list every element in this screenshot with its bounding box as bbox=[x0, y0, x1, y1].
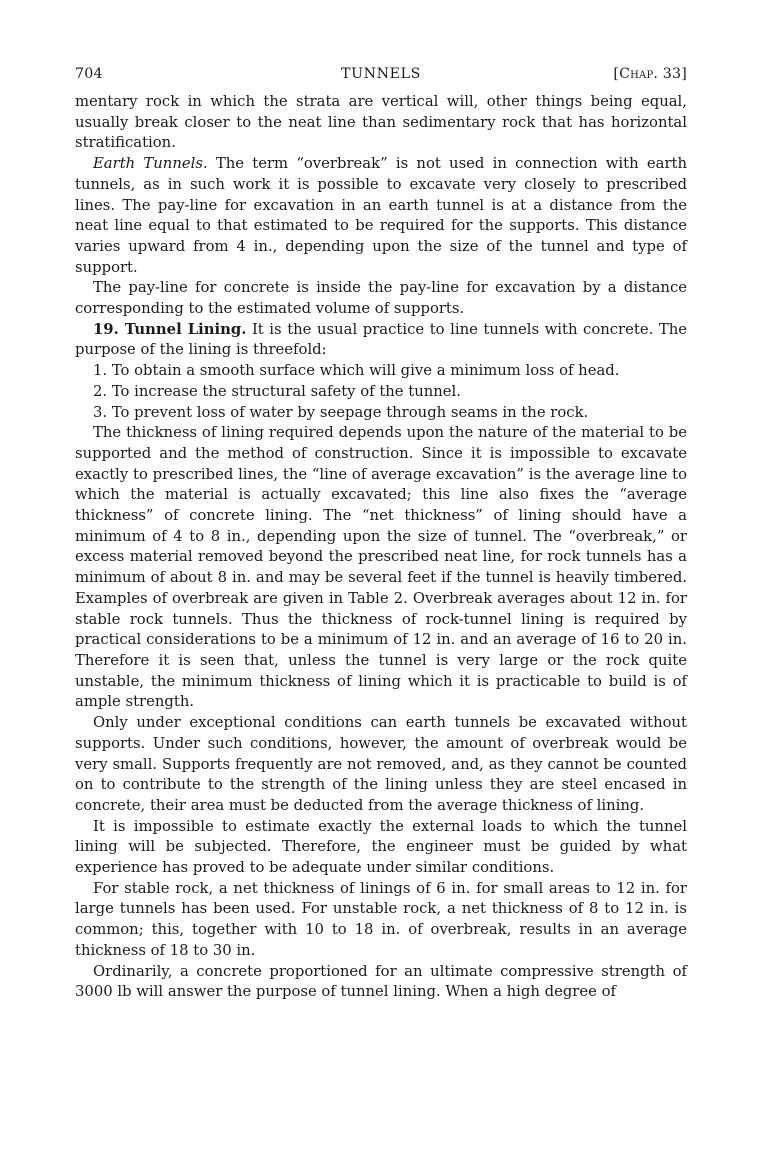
paragraph: Earth Tunnels. The term “overbreak” is not used in connection with earth tunnels, as in such work it is possible to excavate very closely to prescribed lines. The pay-line for excavation in an earth tunnel is at a distance from the neat line equal to that estimated to be required for the supports. This distance varies upward from 4 in., depending upon the size of the tunnel and type of support. bbox=[75, 155, 687, 276]
running-title: TUNNELS bbox=[341, 66, 421, 82]
body-text bbox=[75, 92, 687, 1003]
paragraph: The pay-line for concrete is inside the pay-line for excavation by a distance corresponding to the estimated volume of supports. bbox=[75, 279, 687, 318]
paragraph: 19. Tunnel Lining. It is the usual practice to line tunnels with concrete. The purpose of the lining is threefold: bbox=[75, 320, 687, 359]
section-heading: Earth Tunnels. bbox=[93, 155, 208, 173]
paragraph: mentary rock in which the strata are vertical will, other things being equal, usually break closer to the neat line than sedimentary rock that has horizontal stratification. bbox=[75, 93, 687, 152]
document-page bbox=[75, 66, 687, 1003]
page-number: 704 bbox=[75, 66, 103, 82]
list-item: 3. To prevent loss of water by seepage through seams in the rock. bbox=[93, 403, 589, 421]
running-header bbox=[75, 66, 687, 88]
paragraph: It is impossible to estimate exactly the external loads to which the tunnel lining will be subjected. Therefore, the engineer must be guided by what experience has proved to be adequate under similar conditions. bbox=[75, 817, 687, 877]
list-item: 2. To increase the structural safety of the tunnel. bbox=[93, 382, 461, 400]
list-item: 1. To obtain a smooth surface which will give a minimum loss of head. bbox=[93, 362, 620, 380]
chapter-label: [Chap. 33] bbox=[613, 66, 687, 82]
paragraph: Only under exceptional conditions can earth tunnels be excavated without supports. Under such conditions, however, the amount of overbreak would be very small. Supports frequently are not removed, and, as they cannot be counted on to contribute to the strength of the lining unless they are steel encased in concrete, their area must be deducted from the average thickness of lining. bbox=[75, 714, 687, 814]
section-heading: 19. Tunnel Lining. bbox=[93, 320, 247, 338]
paragraph: For stable rock, a net thickness of linings of 6 in. for small areas to 12 in. for large tunnels has been used. For unstable rock, a net thickness of 8 to 12 in. is common; this, together with 10 to 18 in. of overbreak, results in an average thickness of 18 to 30 in. bbox=[75, 879, 687, 959]
paragraph: Ordinarily, a concrete proportioned for an ultimate compressive strength of 3000 lb will answer the purpose of tunnel lining. When a high degree of bbox=[75, 962, 687, 1001]
paragraph: The thickness of lining required depends upon the nature of the material to be supported and the method of construction. Since it is impossible to excavate exactly to prescribed lines, the “line of average excavation” is the average line to which the material is actually excavated; this line also fixes the “average thickness” of concrete lining. The “net thickness” of lining should have a minimum of 4 to 8 in., depending upon the size of tunnel. The “overbreak,” or excess material removed beyond the prescribed neat line, for rock tunnels has a minimum of about 8 in. and may be several feet if the tunnel is heavily timbered. Examples of overbreak are given in Table 2. Overbreak averages about 12 in. for stable rock tunnels. Thus the thickness of rock-tunnel lining is required by practical considerations to be a minimum of 12 in. and an average of 16 to 20 in. Therefore it is seen that, unless the tunnel is very large or the rock quite unstable, the minimum thickness of lining which it is practicable to build is of ample strength. bbox=[75, 424, 687, 711]
